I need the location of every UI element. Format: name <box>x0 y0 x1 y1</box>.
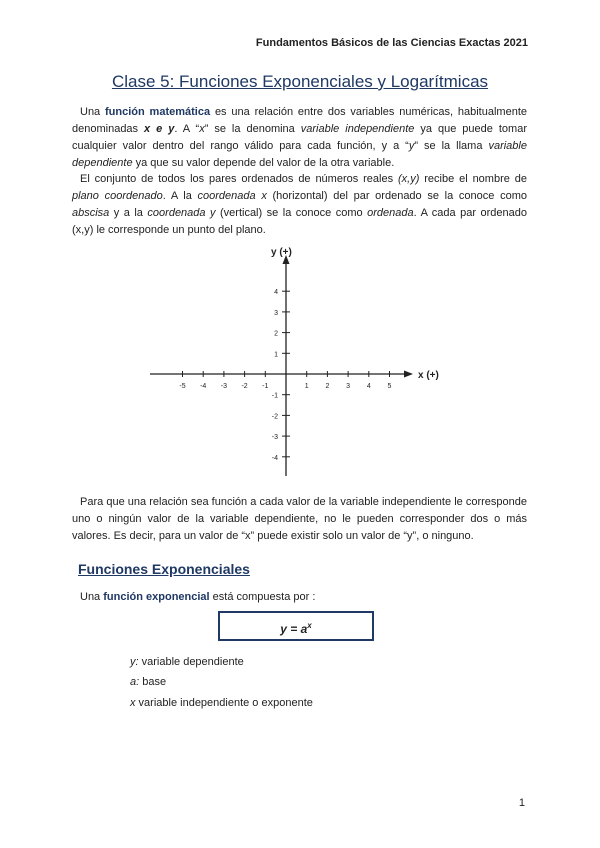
x-tick-label: 2 <box>325 383 330 390</box>
y-tick-label: 2 <box>274 330 278 338</box>
y-tick-label: -3 <box>271 434 278 442</box>
x-tick-label: -2 <box>241 383 248 390</box>
x-tick-label: -5 <box>179 383 186 390</box>
x-tick-label: 4 <box>366 383 371 390</box>
definition-y: y: variable dependiente <box>130 656 244 668</box>
formula-lhs: y = a <box>280 622 308 636</box>
page-number: 1 <box>518 797 525 809</box>
page-title: Clase 5: Funciones Exponenciales y Logarítmicas <box>111 72 489 91</box>
coordinate-plane-diagram <box>145 240 455 480</box>
paragraph-function-rule: Para que una relación sea función a cada valor de la variable independiente le corresponde uno o ningún valor de la variable dependiente, no le pueden corresponder dos o más valores. Es decir, para un valor de “x” puede existir solo un valor de “y”, o ninguno. <box>72 496 527 542</box>
definition-a: a: base <box>130 676 167 688</box>
paragraph-exponential-intro: Una función exponencial está compuesta por : <box>80 591 316 603</box>
page-header: Fundamentos Básicos de las Ciencias Exactas 2021 <box>255 37 528 49</box>
x-tick-label: 5 <box>387 383 392 390</box>
definition-x: x variable independiente o exponente <box>130 697 313 709</box>
paragraph-coordinate-plane: El conjunto de todos los pares ordenados de números reales (x,y) recibe el nombre de plano coordenado. A la coordenada x (horizontal) del par ordenado se la conoce como abscisa y a la coordenada y (vertical) se la conoce como ordenada. A cada par ordenado (x,y) le corresponde un punto del plano. <box>72 173 527 236</box>
y-tick-label: 3 <box>274 309 278 317</box>
x-tick-label: 3 <box>346 383 351 390</box>
y-tick-label: -1 <box>271 392 278 400</box>
y-tick-label: -2 <box>271 413 278 421</box>
x-tick-label: 1 <box>304 383 309 390</box>
x-tick-label: -3 <box>220 383 228 390</box>
x-axis-label: x (+) <box>418 370 439 381</box>
formula-exponent: x <box>307 621 312 630</box>
paragraph-definition: Una función matemática es una relación entre dos variables numéricas, habitualmente denominadas x e y. A “x” se la denomina variable independiente ya que puede tomar cualquier valor dentro del rango válido para cada función, y a “y” se la llama variable dependiente ya que su valor depende del valor de la otra variable. <box>72 106 527 169</box>
x-axis-arrow <box>404 371 413 378</box>
y-axis-label: y (+) <box>271 247 292 258</box>
y-tick-label: -4 <box>271 454 278 462</box>
section-heading-exponential: Funciones Exponenciales <box>78 561 250 577</box>
y-tick-label: 4 <box>274 289 278 297</box>
x-tick-label: -4 <box>200 383 207 390</box>
formula-box <box>218 611 374 641</box>
x-tick-label: -1 <box>262 383 269 390</box>
y-tick-label: 1 <box>274 351 278 359</box>
